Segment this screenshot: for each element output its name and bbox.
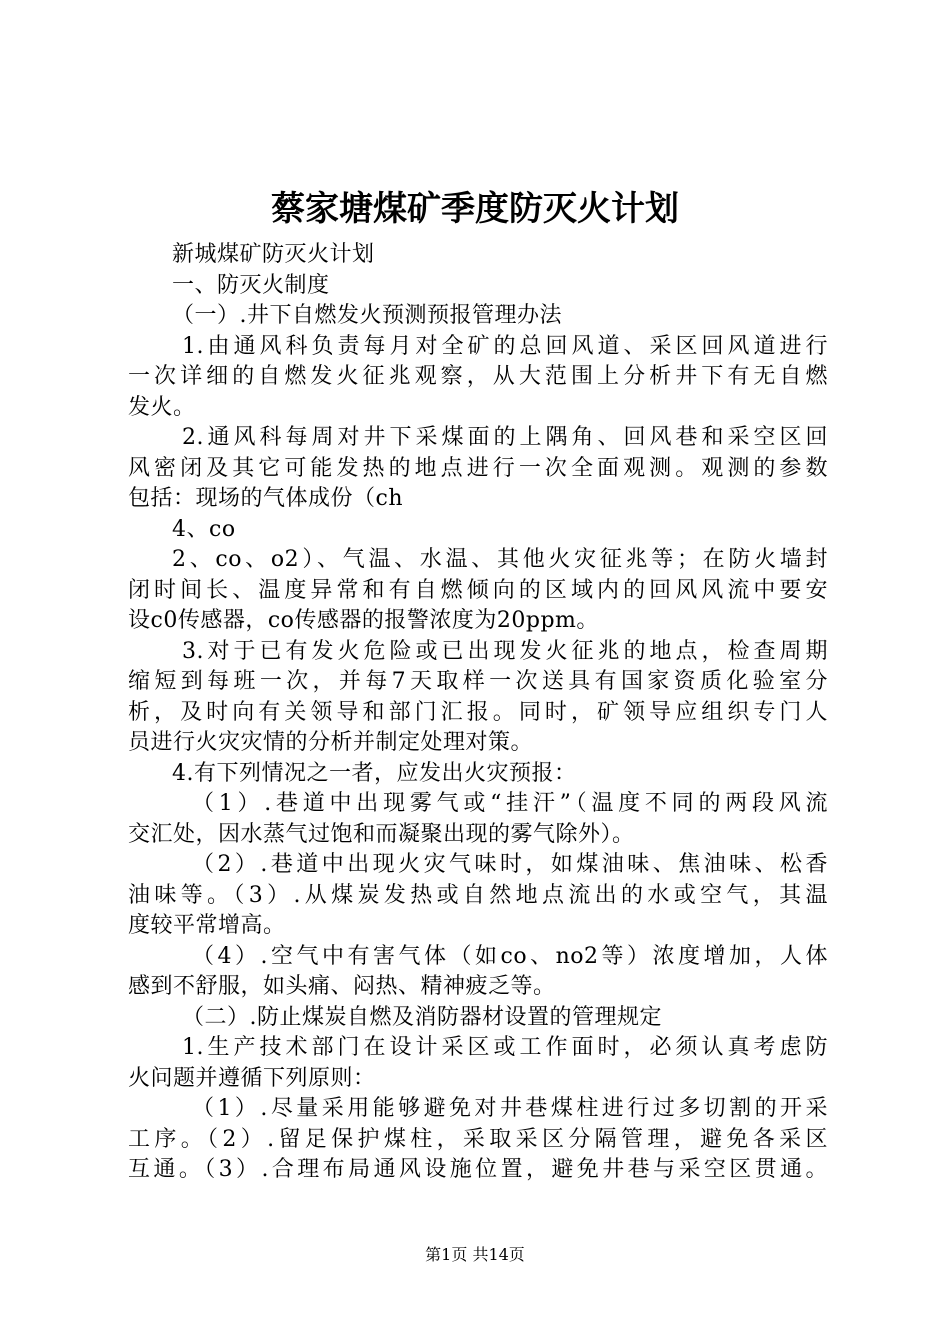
text-line: 1.生产技术部门在设计采区或工作面时，必须认真考虑防 xyxy=(182,1035,828,1060)
document-body xyxy=(128,240,828,1186)
page-number: 第1页 共14页 xyxy=(425,1245,525,1264)
section-heading: 一、防灭火制度 xyxy=(172,272,330,298)
document-title: 蔡家塘煤矿季度防灭火计划 xyxy=(271,189,679,229)
text-line: 工序。（2）.留足保护煤柱，采取采区分隔管理，避免各采区 xyxy=(128,1126,828,1152)
text-line: 析，及时向有关领导和部门汇报。同时，矿领导应组织专门人 xyxy=(128,699,828,725)
text-line: 4.有下列情况之一者，应发出火灾预报： xyxy=(172,760,577,786)
subsection-heading: （一）.井下自燃发火预测预报管理办法 xyxy=(172,303,562,328)
text-line: 4、co xyxy=(172,516,236,542)
text-line: （1）.尽量采用能够避免对井巷煤柱进行过多切割的开采 xyxy=(192,1096,828,1121)
text-line: 2、co、o2）、气温、水温、其他火灾征兆等；在防火墙封 xyxy=(172,547,828,572)
text-line: （1）.巷道中出现雾气或“挂汗”（温度不同的两段风流 xyxy=(192,791,828,816)
text-line: 闭时间长、温度异常和有自燃倾向的区域内的回风风流中要安 xyxy=(128,577,828,603)
text-line: 互通。（3）.合理布局通风设施位置，避免井巷与采空区贯通。 xyxy=(128,1157,828,1182)
text-line: 1.由通风科负责每月对全矿的总回风道、采区回风道进行 xyxy=(182,333,828,359)
text-line: 油味等。（3）.从煤炭发热或自然地点流出的水或空气，其温 xyxy=(128,882,828,908)
text-line: 2.通风科每周对井下采煤面的上隅角、回风巷和采空区回 xyxy=(182,425,828,450)
text-line: 缩短到每班一次，并每7天取样一次送具有国家资质化验室分 xyxy=(128,669,828,694)
text-line: 风密闭及其它可能发热的地点进行一次全面观测。观测的参数 xyxy=(128,455,828,481)
text-line: 员进行火灾灾情的分析并制定处理对策。 xyxy=(128,730,534,755)
text-line: 一次详细的自燃发火征兆观察，从大范围上分析井下有无自燃 xyxy=(128,364,828,389)
text-line: （2）.巷道中出现火灾气味时，如煤油味、焦油味、松香 xyxy=(192,852,828,877)
text-line: 新城煤矿防灭火计划 xyxy=(172,242,375,267)
text-line: 火问题并遵循下列原则： xyxy=(128,1065,376,1091)
text-line: 感到不舒服，如头痛、闷热、精神疲乏等。 xyxy=(128,974,556,999)
text-line: （4）.空气中有害气体（如co、no2等）浓度增加，人体 xyxy=(192,943,828,969)
text-line: 设c0传感器，co传感器的报警浓度为20ppm。 xyxy=(128,608,599,633)
text-line: 交汇处，因水蒸气过饱和而凝聚出现的雾气除外）。 xyxy=(128,821,635,847)
text-line: 发火。 xyxy=(128,394,196,420)
text-line: 3.对于已有发火危险或已出现发火征兆的地点，检查周期 xyxy=(182,638,828,664)
text-line: 度较平常增高。 xyxy=(128,913,286,938)
text-line: 包括：现场的气体成份（ch xyxy=(128,486,403,511)
subsection-heading: （二）.防止煤炭自燃及消防器材设置的管理规定 xyxy=(182,1004,662,1030)
